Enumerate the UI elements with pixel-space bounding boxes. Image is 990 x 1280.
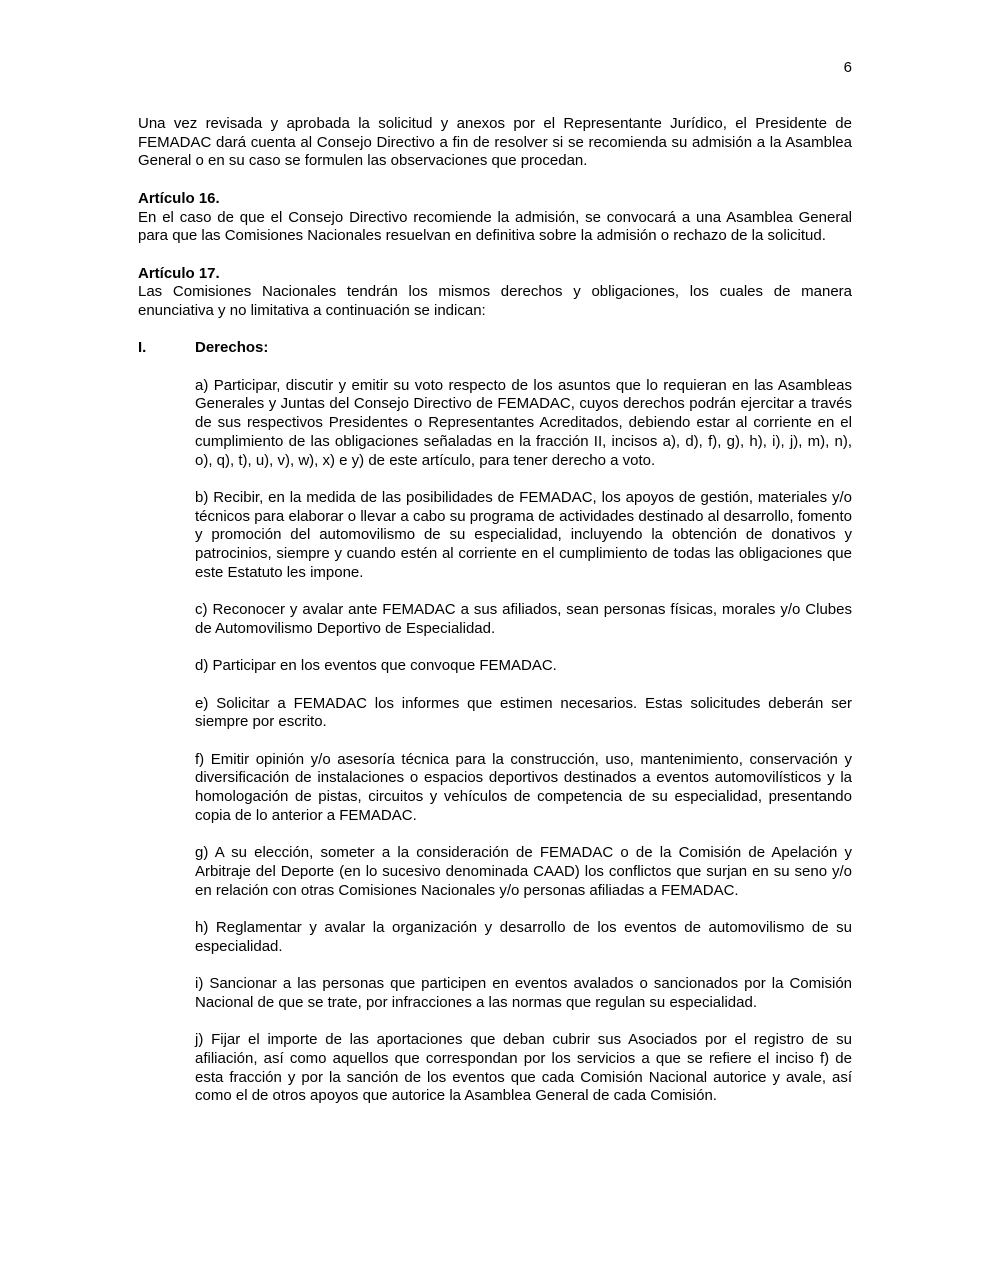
- article-16-text: En el caso de que el Consejo Directivo recomiende la admisión, se convocará a una Asamblea General para que las Comisiones Nacionales resuelvan en definitiva sobre la admisión o rechazo de la solicitud.: [138, 208, 852, 245]
- list-item: i) Sancionar a las personas que participen en eventos avalados o sancionados por la Comisión Nacional de que se trate, por infracciones a las normas que regulan su especialidad.: [195, 975, 852, 1011]
- document-body: [138, 115, 852, 1106]
- list-item: a) Participar, discutir y emitir su voto respecto de los asuntos que lo requieran en las Asambleas Generales y Juntas del Consejo Directivo de FEMADAC, cuyos derechos podrán ejercitar a través de sus respectivos Presidentes o Representantes Acreditados, debiendo estar al corriente en el cumplimiento de las obligaciones señaladas en la fracción II, incisos a), d), f), g), h), i), j), m), n), o), q), t), u), v), w), x) e y) de este artículo, para tener derecho a voto.: [195, 376, 852, 469]
- list-item: c) Reconocer y avalar ante FEMADAC a sus afiliados, sean personas físicas, morales y/o Clubes de Automovilismo Deportivo de Especialidad.: [195, 601, 852, 637]
- list-item: g) A su elección, someter a la consideración de FEMADAC o de la Comisión de Apelación y Arbitraje del Deporte (en lo sucesivo denominada CAAD) los conflictos que surjan en su seno y/o en relación con otras Comisiones Nacionales y/o personas afiliadas a FEMADAC.: [195, 844, 852, 899]
- list-item: b) Recibir, en la medida de las posibilidades de FEMADAC, los apoyos de gestión, materiales y/o técnicos para elaborar o llevar a cabo su programa de actividades destinado al desarrollo, fomento y promoción del automovilismo de su especialidad, incluyendo la obtención de donativos y patrocinios, siempre y cuando estén al corriente en el cumplimiento de todas las obligaciones que este Estatuto les impone.: [195, 488, 852, 581]
- article-17-text: Las Comisiones Nacionales tendrán los mismos derechos y obligaciones, los cuales de manera enunciativa y no limitativa a continuación se indican:: [138, 283, 852, 319]
- list-item: j) Fijar el importe de las aportaciones que deban cubrir sus Asociados por el registro de su afiliación, así como aquellos que correspondan por los servicios a que se refiere el inciso f) de esta fracción y por la sanción de los eventos que cada Comisión Nacional autorice y avale, así como el de otros apoyos que autorice la Asamblea General de cada Comisión.: [195, 1031, 852, 1105]
- intro-paragraph: Una vez revisada y aprobada la solicitud y anexos por el Representante Jurídico, el Presidente de FEMADAC dará cuenta al Consejo Directivo a fin de resolver si se recomienda su admisión a la Asamblea General o en su caso se formulen las observaciones que procedan.: [138, 115, 852, 170]
- list-item: d) Participar en los eventos que convoque FEMADAC.: [195, 657, 557, 675]
- section-number: I.: [138, 339, 147, 357]
- rights-list: [195, 377, 852, 1106]
- article-16-heading: Artículo 16.: [138, 189, 220, 207]
- article-17-heading: Artículo 17.: [138, 264, 220, 282]
- article-17: [138, 265, 852, 321]
- list-item: f) Emitir opinión y/o asesoría técnica para la construcción, uso, mantenimiento, conservación y diversificación de instalaciones o espacios deportivos destinados a eventos automovilísticos y la homologación de pistas, circuitos y vehículos de competencia de su especialidad, presentando copia de lo anterior a FEMADAC.: [195, 750, 852, 824]
- article-16: [138, 190, 852, 246]
- list-item: h) Reglamentar y avalar la organización y desarrollo de los eventos de automovilismo de su especialidad.: [195, 919, 852, 955]
- list-item: e) Solicitar a FEMADAC los informes que estimen necesarios. Estas solicitudes deberán ser siempre por escrito.: [195, 694, 852, 731]
- section-title: Derechos:: [195, 339, 269, 357]
- page-number: 6: [843, 59, 852, 76]
- section-heading: [138, 339, 852, 358]
